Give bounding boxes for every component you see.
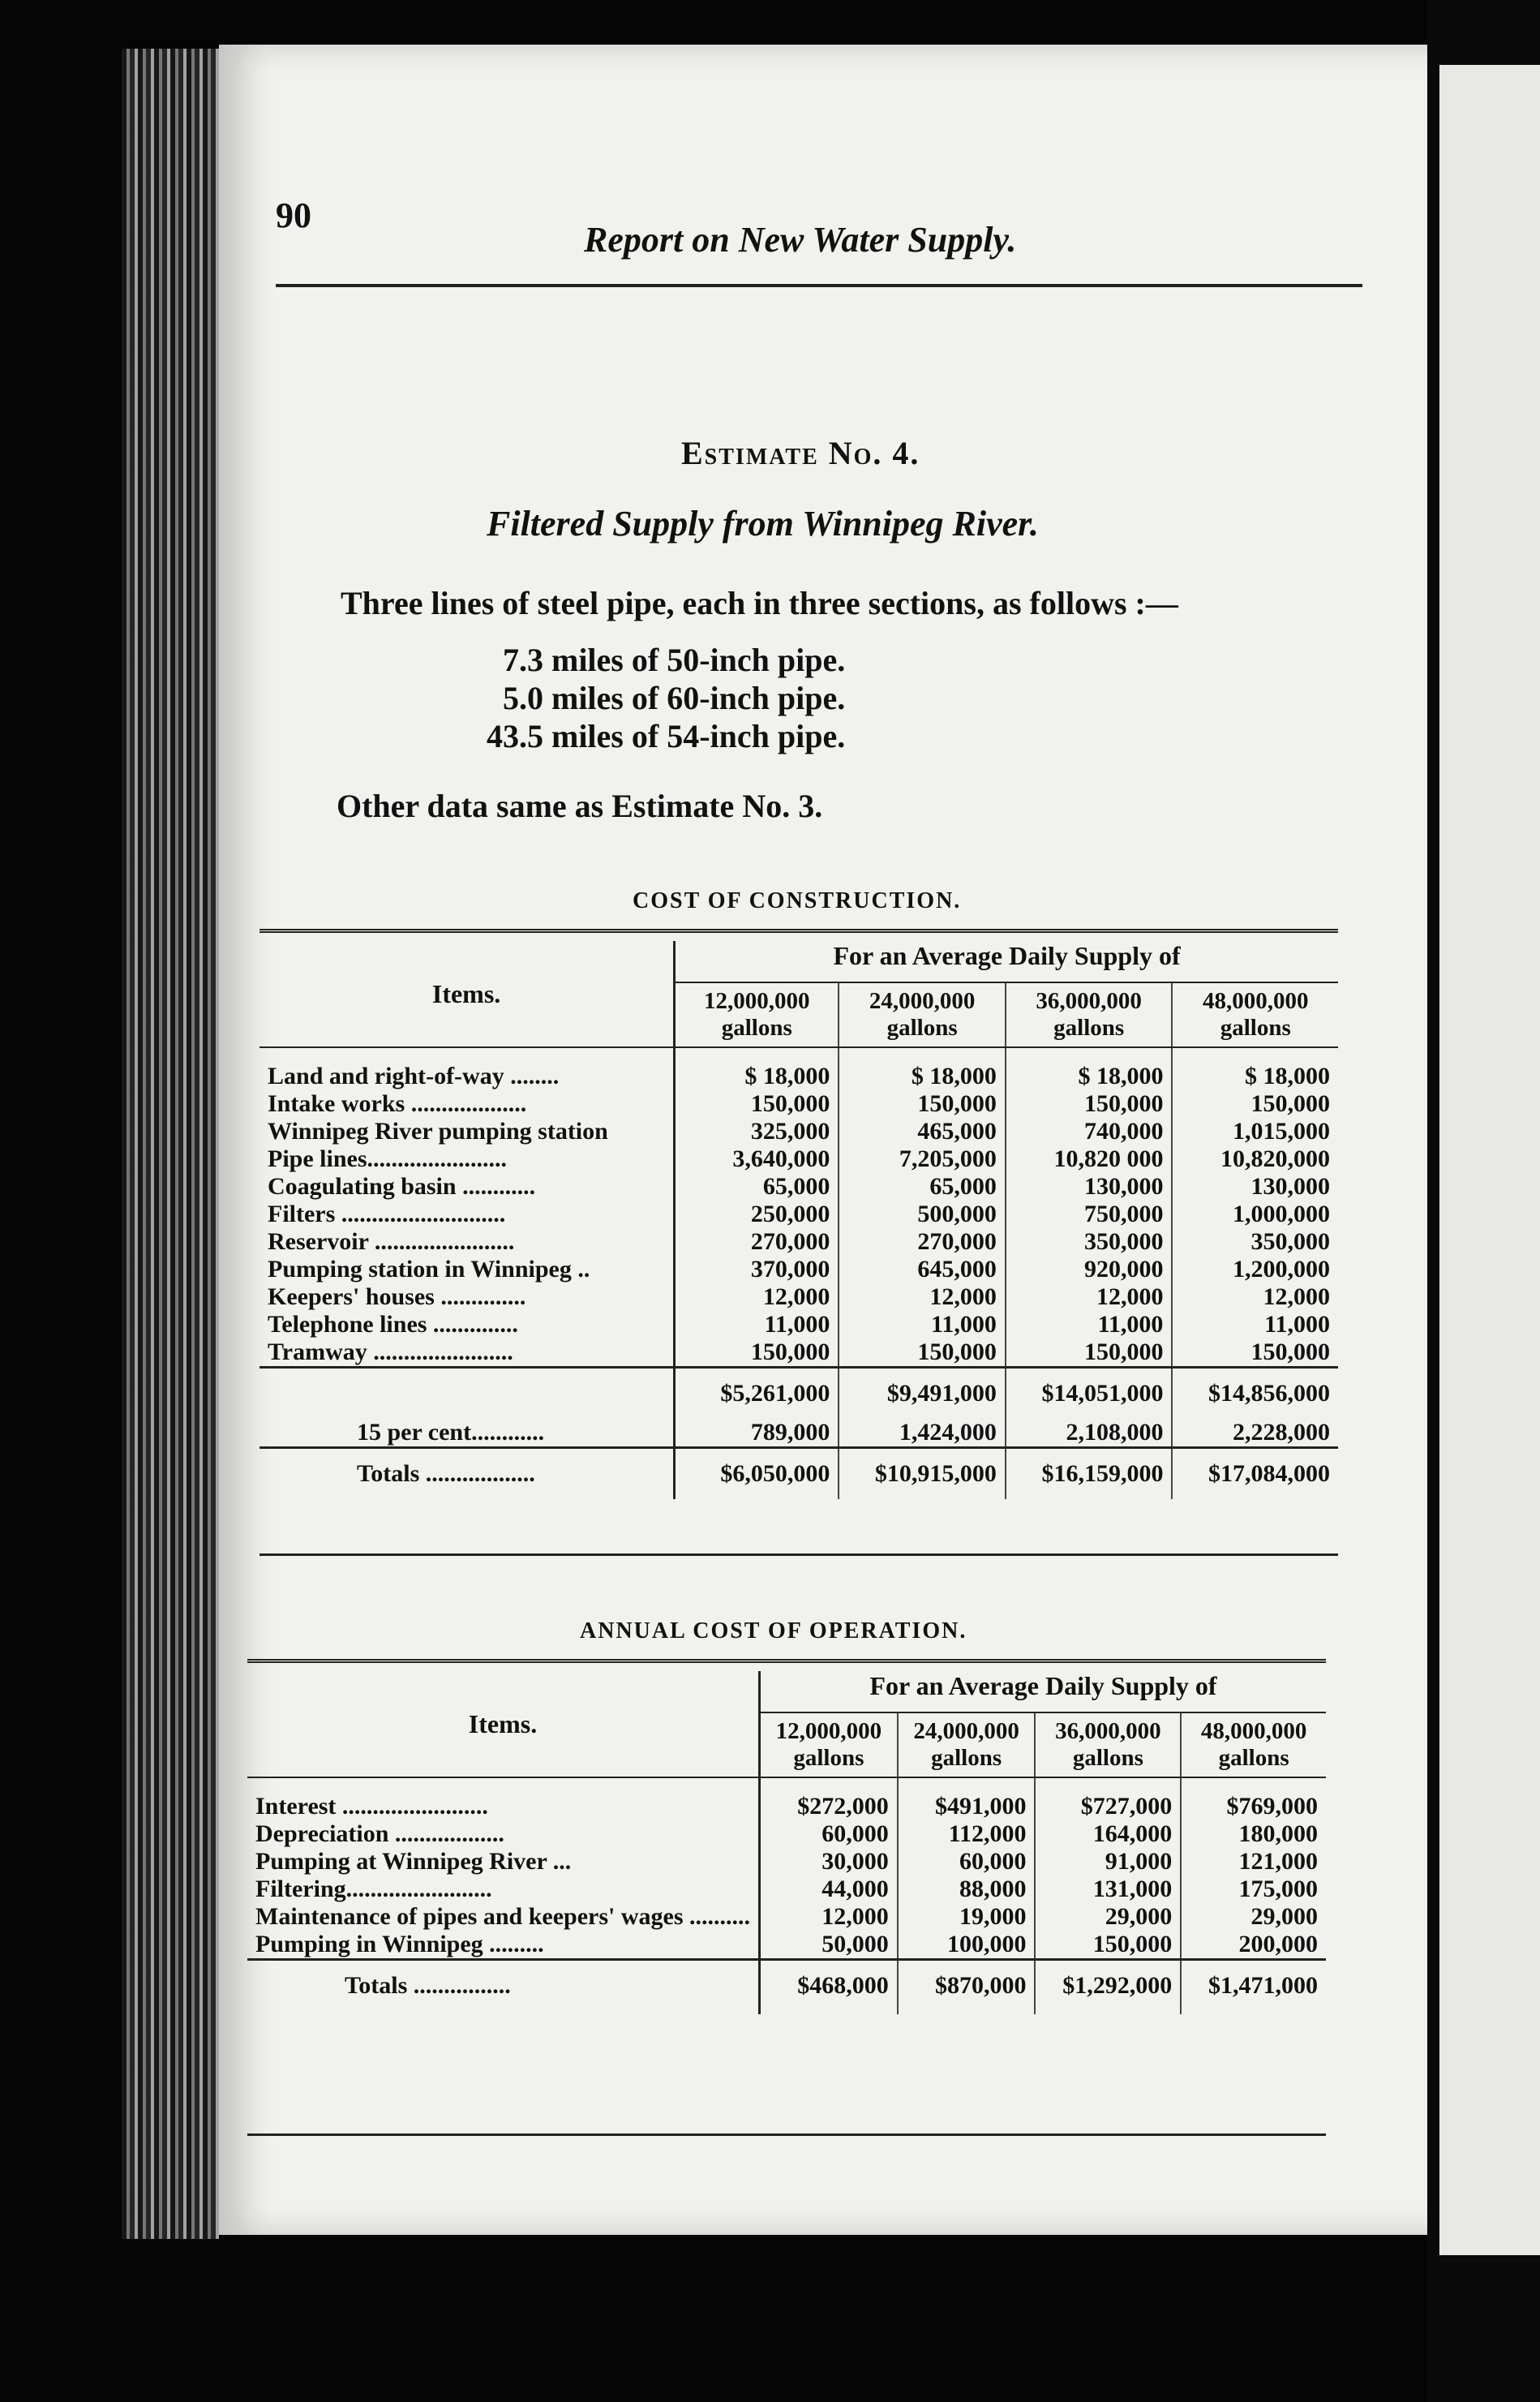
cell-value: 130,000 bbox=[1250, 1173, 1330, 1200]
cell-value: 150,000 bbox=[675, 1339, 839, 1368]
header-row bbox=[247, 1671, 1326, 1712]
pipe-lines-list bbox=[487, 641, 845, 755]
table-row bbox=[260, 1228, 1338, 1256]
row-item-label: Pumping station in Winnipeg .. bbox=[260, 1256, 675, 1283]
column-header: 24,000,000 gallons bbox=[839, 982, 1006, 1047]
items-header: Items. bbox=[247, 1671, 760, 1777]
cell-value: 500,000 bbox=[839, 1201, 1006, 1228]
table-row bbox=[260, 1118, 1338, 1145]
totals-row-value: $17,084,000 bbox=[1172, 1448, 1338, 1500]
cell-value: 10,820 000 bbox=[1006, 1145, 1173, 1173]
page-number: 90 bbox=[276, 196, 311, 235]
cell-value: 150,000 bbox=[1250, 1339, 1330, 1365]
column-header: 48,000,000 gallons bbox=[1172, 982, 1338, 1047]
cell-value: 12,000 bbox=[760, 1903, 898, 1931]
row-item-label: Tramway ....................... bbox=[260, 1339, 675, 1368]
table-row bbox=[260, 1256, 1338, 1283]
row-item-label: Winnipeg River pumping station bbox=[260, 1118, 675, 1145]
cell-value: 270,000 bbox=[839, 1228, 1006, 1256]
percent-row-value: 789,000 bbox=[675, 1407, 839, 1448]
cell-value: $491,000 bbox=[898, 1777, 1036, 1820]
cell-value: 12,000 bbox=[675, 1283, 839, 1311]
cell-value: 180,000 bbox=[1238, 1820, 1318, 1847]
cell-value: 60,000 bbox=[898, 1848, 1036, 1876]
cell-value: 1,000,000 bbox=[1233, 1201, 1330, 1227]
supply-header: For an Average Daily Supply of bbox=[760, 1671, 1327, 1712]
row-item-label: Land and right-of-way ........ bbox=[260, 1047, 675, 1090]
cell-value: 19,000 bbox=[898, 1903, 1036, 1931]
cell-value: 11,000 bbox=[1264, 1311, 1330, 1338]
cell-value: 30,000 bbox=[760, 1848, 898, 1876]
pipe-line: 43.5 miles of 54-inch pipe. bbox=[487, 718, 846, 754]
cell-value: 91,000 bbox=[1035, 1848, 1181, 1876]
operation-heading: ANNUAL COST OF OPERATION. bbox=[580, 1618, 967, 1644]
construction-table bbox=[260, 941, 1338, 1499]
row-item-label: Intake works ................... bbox=[260, 1090, 675, 1118]
table-row bbox=[247, 1931, 1326, 1960]
items-header: Items. bbox=[260, 941, 675, 1047]
subtotal-row-value: $5,261,000 bbox=[675, 1368, 839, 1408]
row-item-label: Maintenance of pipes and keepers' wages .......... bbox=[247, 1903, 760, 1931]
supply-header: For an Average Daily Supply of bbox=[675, 941, 1338, 982]
cell-value: 50,000 bbox=[760, 1931, 898, 1960]
totals-row bbox=[260, 1448, 1338, 1500]
totals-row-value: $16,159,000 bbox=[1006, 1448, 1173, 1500]
row-item-label: Filtering........................ bbox=[247, 1876, 760, 1903]
table-row bbox=[260, 1145, 1338, 1173]
cell-value: 750,000 bbox=[1006, 1201, 1173, 1228]
cell-value: $ 18,000 bbox=[839, 1047, 1006, 1090]
cell-value: 131,000 bbox=[1035, 1876, 1181, 1903]
cell-value: 11,000 bbox=[839, 1311, 1006, 1339]
cell-value: 150,000 bbox=[839, 1339, 1006, 1368]
subtotal-row bbox=[260, 1368, 1338, 1408]
cell-value: 150,000 bbox=[1006, 1090, 1173, 1118]
row-item-label: Pumping at Winnipeg River ... bbox=[247, 1848, 760, 1876]
percent-row-value: 2,228,000 bbox=[1233, 1419, 1330, 1446]
cell-value: 65,000 bbox=[839, 1173, 1006, 1201]
totals-row-value: $1,292,000 bbox=[1035, 1960, 1181, 2015]
cell-value: 44,000 bbox=[760, 1876, 898, 1903]
cell-value: 1,200,000 bbox=[1233, 1256, 1330, 1283]
subtotal-row-value: $14,856,000 bbox=[1172, 1368, 1338, 1408]
cell-value: 3,640,000 bbox=[675, 1145, 839, 1173]
totals-row-label: Totals .................. bbox=[260, 1448, 675, 1500]
operation-table bbox=[247, 1671, 1326, 2014]
table-row bbox=[260, 1311, 1338, 1339]
cell-value: 150,000 bbox=[1035, 1931, 1181, 1960]
cell-value: 11,000 bbox=[675, 1311, 839, 1339]
cell-value: 645,000 bbox=[839, 1256, 1006, 1283]
running-head: Report on New Water Supply. bbox=[584, 220, 1017, 260]
table-row bbox=[247, 1876, 1326, 1903]
cell-value: 920,000 bbox=[1006, 1256, 1173, 1283]
percent-row-label: 15 per cent............ bbox=[260, 1407, 675, 1448]
row-item-label: Interest ........................ bbox=[247, 1777, 760, 1820]
header-row bbox=[260, 941, 1338, 982]
cell-value: 370,000 bbox=[675, 1256, 839, 1283]
cell-value: $769,000 bbox=[1226, 1793, 1318, 1820]
intro-text: Three lines of steel pipe, each in three sections, as follows :— bbox=[341, 585, 1178, 621]
cell-value: 121,000 bbox=[1238, 1848, 1318, 1875]
cell-value: 350,000 bbox=[1006, 1228, 1173, 1256]
cell-value: 175,000 bbox=[1238, 1876, 1318, 1902]
cell-value: 7,205,000 bbox=[839, 1145, 1006, 1173]
cell-value: 250,000 bbox=[675, 1201, 839, 1228]
cell-value: 11,000 bbox=[1006, 1311, 1173, 1339]
cell-value: 130,000 bbox=[1006, 1173, 1173, 1201]
cell-value: $272,000 bbox=[760, 1777, 898, 1820]
cell-value: $ 18,000 bbox=[1245, 1063, 1330, 1089]
cell-value: 1,015,000 bbox=[1233, 1118, 1330, 1145]
pipe-line: 7.3 miles of 50-inch pipe. bbox=[487, 642, 846, 678]
cell-value: 29,000 bbox=[1035, 1903, 1181, 1931]
pipe-line: 5.0 miles of 60-inch pipe. bbox=[487, 680, 846, 716]
column-header: 36,000,000 gallons bbox=[1006, 982, 1173, 1047]
totals-row-value: $468,000 bbox=[760, 1960, 898, 2015]
percent-row bbox=[260, 1407, 1338, 1448]
cell-value: 164,000 bbox=[1035, 1820, 1181, 1848]
table-row bbox=[247, 1820, 1326, 1848]
totals-row-label: Totals ................ bbox=[247, 1960, 760, 2015]
percent-row-value: 2,108,000 bbox=[1006, 1407, 1173, 1448]
row-item-label: Filters ........................... bbox=[260, 1201, 675, 1228]
cell-value: 12,000 bbox=[1006, 1283, 1173, 1311]
totals-row bbox=[247, 1960, 1326, 2015]
row-item-label: Telephone lines .............. bbox=[260, 1311, 675, 1339]
totals-row-value: $10,915,000 bbox=[839, 1448, 1006, 1500]
estimate-title: Estimate No. 4. bbox=[681, 435, 920, 471]
table-row bbox=[247, 1903, 1326, 1931]
cell-value: 150,000 bbox=[675, 1090, 839, 1118]
construction-heading: COST OF CONSTRUCTION. bbox=[633, 888, 962, 913]
cell-value: 60,000 bbox=[760, 1820, 898, 1848]
cell-value: 150,000 bbox=[1250, 1090, 1330, 1117]
book-binding bbox=[122, 49, 219, 2239]
page-header bbox=[276, 195, 1362, 287]
column-header: 12,000,000 gallons bbox=[675, 982, 839, 1047]
table-row bbox=[247, 1848, 1326, 1876]
row-item-label: Pipe lines....................... bbox=[260, 1145, 675, 1173]
cell-value: 12,000 bbox=[1263, 1283, 1330, 1310]
row-item-label: Coagulating basin ............ bbox=[260, 1173, 675, 1201]
cell-value: 88,000 bbox=[898, 1876, 1036, 1903]
cell-value: 350,000 bbox=[1250, 1228, 1330, 1255]
subtotal-row-label bbox=[260, 1368, 675, 1408]
estimate-subtitle: Filtered Supply from Winnipeg River. bbox=[487, 504, 1039, 544]
row-item-label: Reservoir ....................... bbox=[260, 1228, 675, 1256]
cell-value: $ 18,000 bbox=[675, 1047, 839, 1090]
cell-value: 65,000 bbox=[675, 1173, 839, 1201]
row-item-label: Depreciation .................. bbox=[247, 1820, 760, 1848]
cell-value: 12,000 bbox=[839, 1283, 1006, 1311]
totals-row-value: $6,050,000 bbox=[675, 1448, 839, 1500]
table-row bbox=[260, 1090, 1338, 1118]
table-row bbox=[247, 1777, 1326, 1820]
subtotal-row-value: $9,491,000 bbox=[839, 1368, 1006, 1408]
table-row bbox=[260, 1283, 1338, 1311]
table-row bbox=[260, 1047, 1338, 1090]
subtotal-row-value: $14,051,000 bbox=[1006, 1368, 1173, 1408]
column-header: 48,000,000 gallons bbox=[1181, 1712, 1326, 1777]
cell-value: 150,000 bbox=[1006, 1339, 1173, 1368]
table-row bbox=[260, 1173, 1338, 1201]
cell-value: 200,000 bbox=[1238, 1931, 1318, 1957]
cell-value: $727,000 bbox=[1035, 1777, 1181, 1820]
row-item-label: Keepers' houses .............. bbox=[260, 1283, 675, 1311]
table-row bbox=[260, 1339, 1338, 1368]
cell-value: 150,000 bbox=[839, 1090, 1006, 1118]
cell-value: 270,000 bbox=[675, 1228, 839, 1256]
column-header: 12,000,000 gallons bbox=[760, 1712, 898, 1777]
cell-value: 325,000 bbox=[675, 1118, 839, 1145]
percent-row-value: 1,424,000 bbox=[839, 1407, 1006, 1448]
column-header: 24,000,000 gallons bbox=[898, 1712, 1036, 1777]
facing-page bbox=[1439, 65, 1540, 2255]
row-item-label: Pumping in Winnipeg ......... bbox=[247, 1931, 760, 1960]
column-header: 36,000,000 gallons bbox=[1035, 1712, 1181, 1777]
cell-value: 100,000 bbox=[898, 1931, 1036, 1960]
cell-value: 112,000 bbox=[898, 1820, 1036, 1848]
cell-value: 465,000 bbox=[839, 1118, 1006, 1145]
cell-value: 740,000 bbox=[1006, 1118, 1173, 1145]
cell-value: 29,000 bbox=[1250, 1903, 1318, 1930]
cell-value: 10,820,000 bbox=[1220, 1145, 1330, 1172]
table-row bbox=[260, 1201, 1338, 1228]
cell-value: $ 18,000 bbox=[1006, 1047, 1173, 1090]
other-data-note: Other data same as Estimate No. 3. bbox=[337, 788, 823, 824]
totals-row-value: $1,471,000 bbox=[1181, 1960, 1326, 2015]
totals-row-value: $870,000 bbox=[898, 1960, 1036, 2015]
